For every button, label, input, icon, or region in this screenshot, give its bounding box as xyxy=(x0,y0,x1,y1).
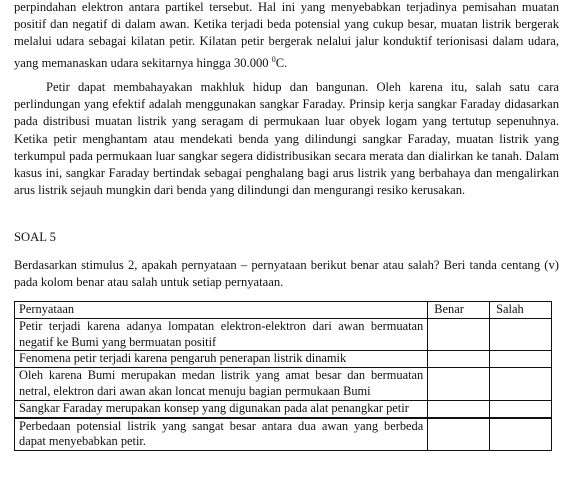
salah-cell-4[interactable] xyxy=(490,400,552,417)
statement-2: Fenomena petir terjadi karena pengaruh penerapan listrik dinamik xyxy=(15,351,428,368)
table-row xyxy=(15,400,552,417)
salah-cell-3[interactable] xyxy=(490,368,552,401)
statement-5: Perbedaan potensial listrik yang sangat besar antara dua awan yang berbeda dapat menyebabkan petir. xyxy=(15,418,428,451)
salah-cell-1[interactable] xyxy=(490,318,552,351)
statement-3: Oleh karena Bumi merupakan medan listrik yang amat besar dan bermuatan netral, elektron dari awan akan loncat menuju bagian permukaan Bumi xyxy=(15,368,428,401)
table-header-row xyxy=(15,302,552,319)
temperature-unit: C. xyxy=(275,55,288,70)
table-row xyxy=(15,351,552,368)
header-benar: Benar xyxy=(428,302,490,319)
header-pernyataan: Pernyataan xyxy=(15,302,428,319)
header-salah: Salah xyxy=(490,302,552,319)
statement-table xyxy=(14,301,552,451)
benar-cell-3[interactable] xyxy=(428,368,490,401)
paragraph-2: Petir dapat membahayakan makhluk hidup dan bangunan. Oleh karena itu, salah satu cara perlindungan yang efektif adalah menggunakan sangkar Faraday. Prinsip kerja sangkar Faraday didasarkan pada distribusi muatan listrik yang seragam di permukaan luar obyek logam yang tertutup sepenuhnya. Ketika petir menghantam atau mendekati benda yang dilindungi sangkar Faraday, muatan listrik yang terkumpul pada permukaan luar sangkar segera didistribusikan secara merata dan dialirkan ke tanah. Dalam kasus ini, sangkar Faraday bertindak sebagai penghalang bagi arus listrik yang berbahaya dan mengalirkan arus listrik sejauh mungkin dari benda yang dilindungi dan mengurangi resiko kerusakan. xyxy=(14,80,559,198)
table-row xyxy=(15,318,552,351)
benar-cell-1[interactable] xyxy=(428,318,490,351)
paragraph-1-text: perpindahan elektron antara partikel tersebut. Hal ini yang menyebabkan terjadinya pemisahan muatan positif dan negatif di dalam awan. Ketika terjadi beda potensial yang cukup besar, muatan listrik bergerak melalui udara sebagai kilatan petir. Kilatan petir bergerak nelalui jalur konduktif terionisasi dalam udara, yang memanaskan udara sekitarnya hingga 30.000 xyxy=(14,0,559,70)
table-row xyxy=(15,418,552,451)
benar-cell-4[interactable] xyxy=(428,400,490,417)
soal-label: SOAL 5 xyxy=(14,230,56,244)
temperature-superscript: 0 xyxy=(271,54,276,64)
salah-cell-5[interactable] xyxy=(490,418,552,451)
paragraph-1 xyxy=(14,0,559,72)
question-instruction: Berdasarkan stimulus 2, apakah pernyataan – pernyataan berikut benar atau salah? Beri tanda centang (v) pada kolom benar atau salah untuk setiap pernyataan. xyxy=(14,258,559,290)
salah-cell-2[interactable] xyxy=(490,351,552,368)
benar-cell-2[interactable] xyxy=(428,351,490,368)
benar-cell-5[interactable] xyxy=(428,418,490,451)
statement-1: Petir terjadi karena adanya lompatan elektron-elektron dari awan bermuatan negatif ke Bumi yang bermuatan positif xyxy=(15,318,428,351)
table-row xyxy=(15,368,552,401)
statement-4: Sangkar Faraday merupakan konsep yang digunakan pada alat penangkar petir xyxy=(15,400,428,417)
